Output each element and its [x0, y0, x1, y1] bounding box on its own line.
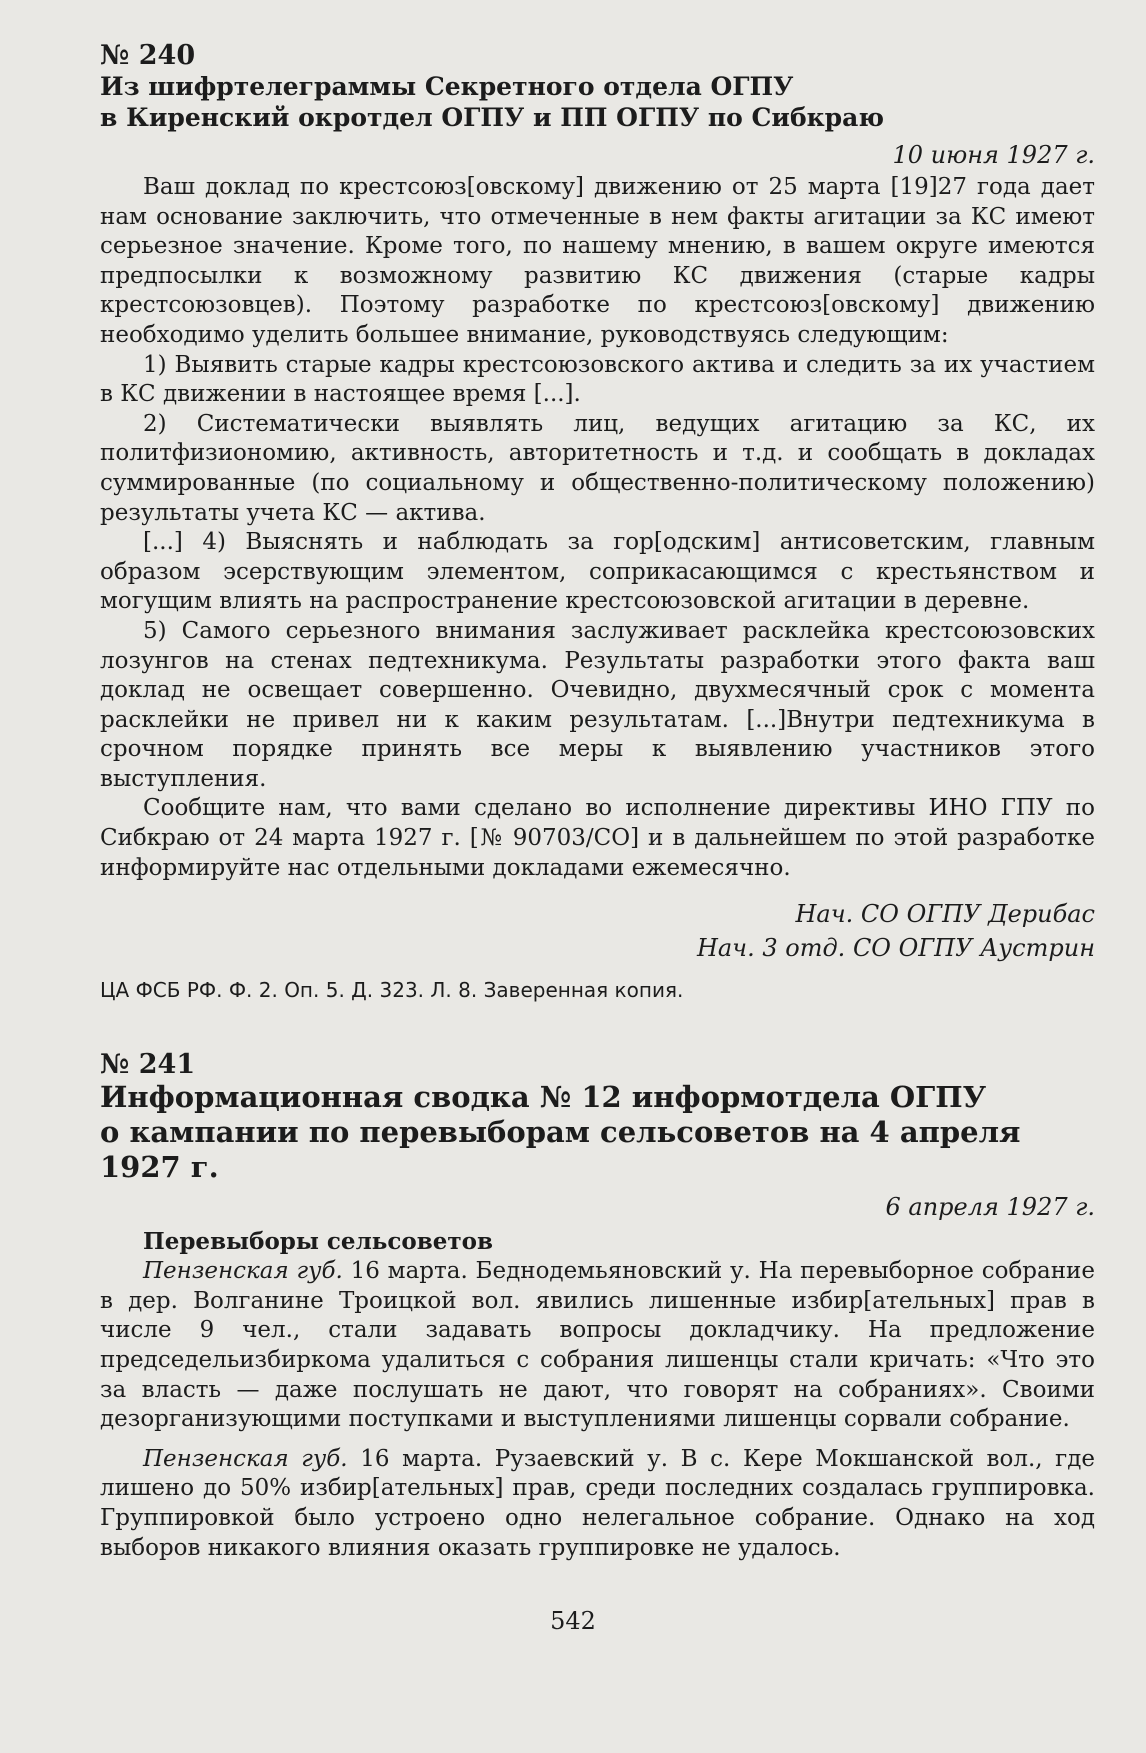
paragraph: Ваш доклад по крестсоюз[овскому] движению от 25 марта [19]27 года дает нам основание заключить, что отмеченные в нем факты агитации за КС имеют серьезное значение. Кроме того, по нашему мнению, в вашем округе имеются предпосылки к возможному развитию КС движения (старые кадры крестсоюзовцев). Поэтому разработке по крестсоюз[овскому] движению необходимо уделить большее внимание, руководствуясь следующим: — [100, 174, 1095, 348]
entry-place: Пензенская губ. — [143, 1445, 348, 1472]
paragraph: 1) Выявить старые кадры крестсоюзовского актива и следить за их участием в КС движении в настоящее время [...]. — [100, 351, 1095, 408]
report-entry — [100, 1257, 1095, 1435]
paragraph: 2) Систематически выявлять лиц, ведущих агитацию за КС, их политфизиономию, активность, авторитетность и т.д. и сообщать в докладах суммированные (по социальному и общественно-политическому положению) результаты учета КС — актива. — [100, 410, 1095, 526]
signature: Нач. СО ОГПУ Дерибас — [795, 900, 1095, 929]
document-date: 6 апреля 1927 г. — [885, 1193, 1095, 1222]
section-heading: Перевыборы сельсоветов — [143, 1228, 493, 1256]
entry-place: Пензенская губ. — [143, 1258, 343, 1285]
document-number: № 241 — [100, 1049, 196, 1081]
document-title-line-1: Из шифртелеграммы Секретного отдела ОГПУ — [100, 72, 794, 101]
entry-text: 16 марта. Беднодемьяновский у. На перевыборное собрание в дер. Волганине Троицкой вол. явились лишенные избир[ательных] прав в числе 9 чел., стали задавать вопросы докладчику. На предложение председельизбиркома удалиться с собрания лишенцы стали кричать: «Что это за власть — даже послушать не дают, что говорят на собраниях». Своими дезорганизующими поступками и выступлениями лишенцы сорвали собрание. — [100, 1258, 1095, 1433]
document-title-line-2: о кампании по перевыборам сельсоветов на 4 апреля 1927 г. — [100, 1115, 1021, 1185]
archive-reference: ЦА ФСБ РФ. Ф. 2. Оп. 5. Д. 323. Л. 8. Заверенная копия. — [100, 978, 684, 1003]
paragraph: [...] 4) Выяснять и наблюдать за гор[одским] антисоветским, главным образом эсерствующим элементом, соприкасающимся с крестьянством и могущим влиять на распространение крестсоюзовской агитации в деревне. — [100, 529, 1095, 615]
entry-text: 16 марта. Рузаевский у. В с. Кере Мокшанской вол., где лишено до 50% избир[ательных] прав, среди последних создалась группировка. Группировкой было устроено одно нелегальное собрание. Однако на ход выборов никакого влияния оказать группировке не удалось. — [100, 1445, 1096, 1561]
document-page — [100, 40, 1095, 1563]
page-number: 542 — [550, 1607, 596, 1635]
document-number: № 240 — [100, 40, 196, 71]
signature: Нач. 3 отд. СО ОГПУ Аустрин — [696, 934, 1095, 963]
document-240 — [100, 40, 1095, 1005]
section-spacer — [100, 1005, 1095, 1049]
document-date: 10 июня 1927 г. — [892, 141, 1095, 169]
report-entry — [100, 1445, 1095, 1563]
paragraph: 5) Самого серьезного внимания заслуживает расклейка крестсоюзовских лозунгов на стенах педтехникума. Результаты разработки этого факта ваш доклад не освещает совершенно. Очевидно, двухмесячный срок с момента расклейки не привел ни к каким результатам. [...]Внутри педтехникума в срочном порядке принять все меры к выявлению участников этого выступления. — [100, 617, 1095, 792]
document-title-line-1: Информационная сводка № 12 информотдела ОГПУ — [100, 1080, 987, 1115]
document-241 — [100, 1049, 1095, 1563]
signatures — [100, 897, 1095, 965]
document-title-line-2: в Киренский окротдел ОГПУ и ПП ОГПУ по Сибкраю — [100, 103, 884, 132]
paragraph: Сообщите нам, что вами сделано во исполнение директивы ИНО ГПУ по Сибкраю от 24 марта 1927 г. [№ 90703/СО] и в дальнейшем по этой разработке информируйте нас отдельными докладами ежемесячно. — [100, 795, 1095, 881]
